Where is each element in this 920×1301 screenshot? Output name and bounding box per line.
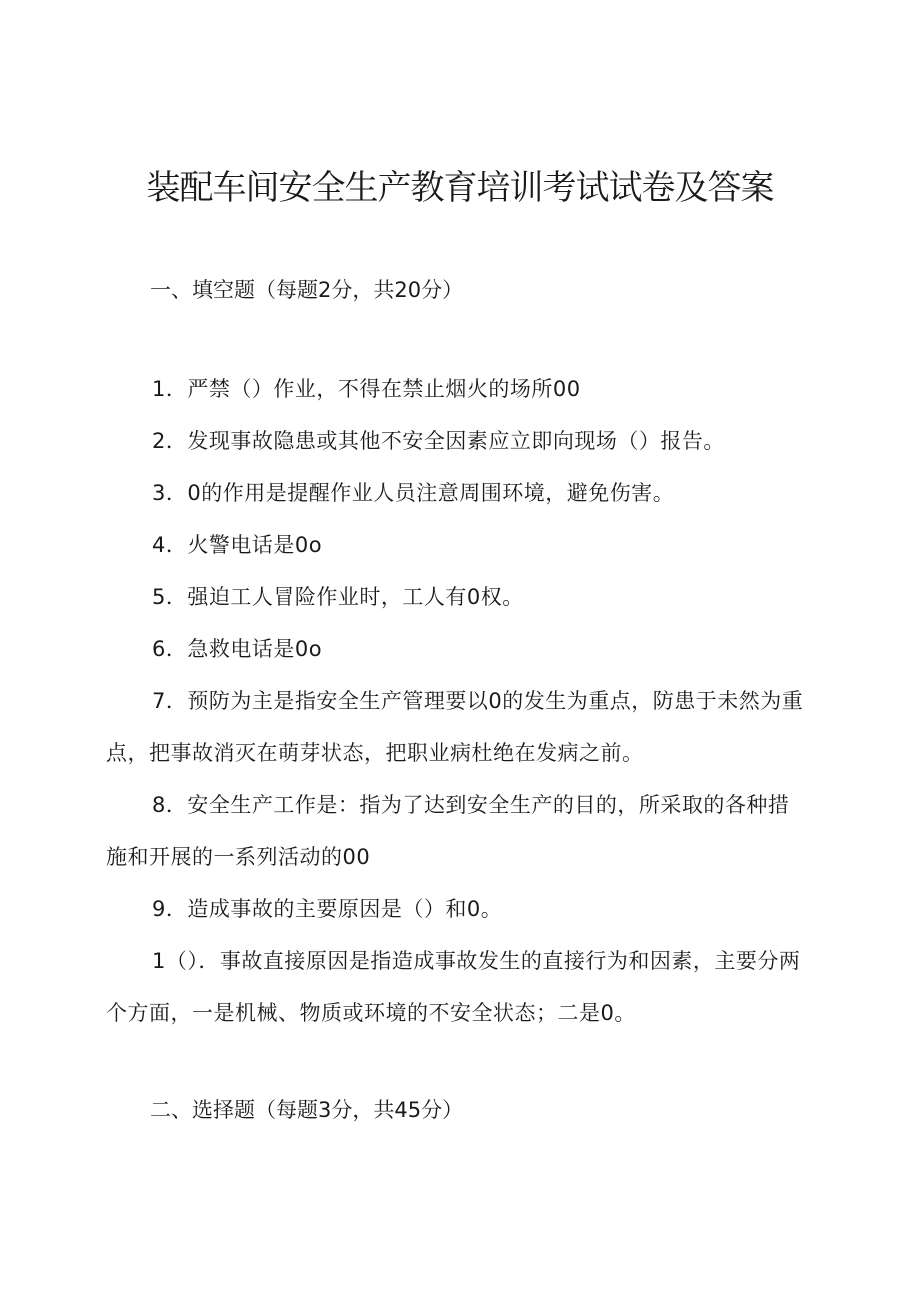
question-item: 9．造成事故的主要原因是（）和0。 [152, 897, 503, 921]
question-item: 6．急救电话是0o [152, 637, 323, 661]
question-item: 1．严禁（）作业，不得在禁止烟火的场所00 [152, 377, 581, 401]
question-item: 2．发现事故隐患或其他不安全因素应立即向现场（）报告。 [152, 429, 725, 453]
section-heading-fill-in: 一、填空题（每题2分，共20分） [150, 278, 464, 302]
question-item: 5．强迫工人冒险作业时，工人有0权。 [152, 585, 524, 609]
question-item: 7．预防为主是指安全生产管理要以0的发生为重点，防患于未然为重点，把事故消灭在萌芽状态，把职业病杜绝在发病之前。 [106, 689, 804, 765]
question-item: 4．火警电话是0o [152, 533, 323, 557]
section-heading-multiple-choice: 二、选择题（每题3分，共45分） [150, 1098, 464, 1122]
question-item: 8．安全生产工作是：指为了达到安全生产的目的，所采取的各种措施和开展的一系列活动的00 [106, 793, 790, 869]
question-item: 1（）．事故直接原因是指造成事故发生的直接行为和因素，主要分两个方面，一是机械、物质或环境的不安全状态；二是0。 [106, 949, 801, 1025]
question-item: 3．0的作用是提醒作业人员注意周围环境，避免伤害。 [152, 481, 675, 505]
document-title: 装配车间安全生产教育培训考试试卷及答案 [146, 168, 774, 208]
